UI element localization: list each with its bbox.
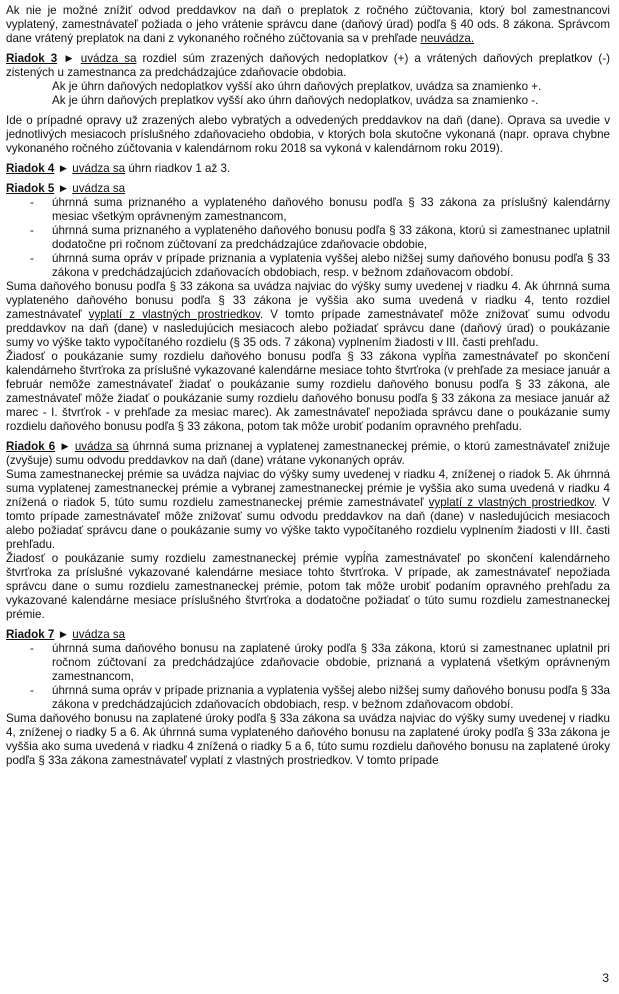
row7-label: Riadok 7 [6, 628, 55, 641]
list-item: - úhrnná suma priznaného a vyplateného daňového bonusu podľa § 33 zákona, ktorú si zamestnanec uplatnil dodatočne pri ročnom zúčtovaní za predchádzajúce zdaňovacie obdobie, [6, 224, 610, 252]
row6-verb: uvádza sa [74, 440, 129, 453]
row5-verb: uvádza sa [72, 182, 126, 195]
row4-verb: uvádza sa [72, 162, 126, 175]
row4-label: Riadok 4 [6, 162, 55, 175]
row5-heading [6, 182, 610, 196]
arrow-right-icon: ► [63, 52, 75, 65]
arrow-right-icon: ► [59, 440, 71, 453]
list-item: - úhrnná suma opráv v prípade priznania a vyplatenia vyššej alebo nižšej sumy daňového bonusu podľa § 33a zákona v predchádzajúcich zdaňovacích obdobiach, resp. v bežnom zdaňovacom období. [6, 684, 610, 712]
row6-label: Riadok 6 [6, 440, 56, 453]
row5-list [6, 196, 610, 280]
intro-paragraph [6, 4, 610, 46]
row3-plus-rule: Ak je úhrn daňových nedoplatkov vyšší ako úhrn daňových preplatkov, uvádza sa znamienko +. [52, 80, 542, 93]
row3-verb: uvádza sa [80, 52, 137, 65]
row6-p1-text-end: . V tomto prípade zamestnávateľ môže znižovať sumu odvodu preddavkov na daň (dane) v nasledujúcich mesiacoch alebo požiadať správcu dane o poukázanie sumy vo výške takto vypočítaného rozdielu vyplnením žiadosti v III. časti prehľadu. [6, 496, 610, 551]
row3-minus-rule: Ak je úhrn daňových preplatkov vyšší ako úhrn daňových nedoplatkov, uvádza sa znamienko -. [52, 94, 539, 107]
row6-heading [6, 440, 610, 468]
row7-paragraph-1: Suma daňového bonusu na zaplatené úroky podľa § 33a zákona sa uvádza najviac do výšky sumy uvedenej v riadku 4, zníženej o riadky 5 a 6. Ak úhrnná suma vyplateného daňového bonusu na zaplatené úroky podľa § 33a zákona je vyššia ako suma uvedená v riadku 4 znížená o riadky 5 a 6, túto sumu rozdielu daňového bonusu na zaplatené úroky podľa § 33a zákona zamestnávateľ vyplatí z vlastných prostriedkov. V tomto prípade [6, 712, 610, 767]
list-item: - úhrnná suma opráv v prípade priznania a vyplatenia vyššej alebo nižšej sumy daňového bonusu podľa § 33 zákona v predchádzajúcich zdaňovacích obdobiach, resp. v bežnom zdaňovacom období. [6, 252, 610, 280]
row5-p1-underlined: vyplatí z vlastných prostriedkov [88, 308, 260, 321]
row5-p1-text: Suma daňového bonusu podľa § 33 zákona sa uvádza najviac do výšky sumy uvedenej v riadku 4. Ak úhrnná suma vyplateného daňového bonusu podľa § 33 zákona je vyššia ako suma uvedená v riadku 4, tento rozdiel zamestnávateľ [6, 280, 610, 321]
corrections-paragraph: Ide o prípadné opravy už zrazených alebo vybratých a odvedených preddavkov na daň (dane). Oprava sa uvedie v jednotlivých mesiacoch príslušného zdaňovacieho obdobia, v ktorých bola skutočne vykonaná (napr. oprava chybne vykonaného ročného zúčtovania v kalendárnom roku 2018 sa vykoná v kalendárnom roku 2019). [6, 114, 610, 155]
row5-p1-text-end: . V tomto prípade zamestnávateľ môže znižovať sumu odvodu preddavkov na daň (dane) v nasledujúcich mesiacoch alebo požiadať správcu dane (daňový úrad) o poukázanie sumy vo výške takto vypočítaného rozdielu (§ 35 ods. 7 zákona) vyplnením žiadosti v III. časti prehľadu. [6, 308, 610, 349]
row4-heading [6, 162, 610, 176]
row6-text: úhrnná suma priznanej a vyplatenej zamestnaneckej prémie, o ktorú zamestnávateľ znižuje (zvyšuje) sumu odvodu preddavkov na daň (dane) vrátane vykonaných opráv. [6, 440, 610, 467]
row4-text: úhrn riadkov 1 až 3. [125, 162, 231, 175]
row7-list [6, 642, 610, 712]
row6-paragraph-2: Žiadosť o poukázanie sumy rozdielu zamestnaneckej prémie vypĺňa zamestnávateľ po skončení kalendárneho štvrťroka za príslušné vykazované kalendárne mesiace tohto štvrťroka. V prípade, ak zamestnávateľ nepožiada správcu dane o sumu rozdielu zamestnaneckej prémie, potom tak môže urobiť podaním opravného prehľadu za vykazované kalendárne mesiace príslušného štvrťroka a dodatočne požiadať o túto sumu rozdielu zamestnaneckej prémie. [6, 552, 610, 621]
list-item: - úhrnná suma priznaného a vyplateného daňového bonusu podľa § 33 zákona za príslušný kalendárny mesiac všetkým oprávneným zamestnancom, [6, 196, 610, 224]
row6-p1-text: Suma zamestnaneckej prémie sa uvádza najviac do výšky sumy uvedenej v riadku 4, zníženej o riadok 5. Ak úhrnná suma vyplatenej zamestnaneckej prémie a vybranej zamestnaneckej prémie je vyššia ako suma uvedená v riadku 4 znížená o riadok 5, túto sumu rozdielu zamestnaneckej prémie zamestnávateľ [6, 468, 610, 509]
row7-verb: uvádza sa [72, 628, 126, 641]
document-page [6, 4, 610, 768]
list-item: - úhrnná suma daňového bonusu na zaplatené úroky podľa § 33a zákona, ktorú si zamestnanec uplatnil pri ročnom zúčtovaní za predchádzajúce zdaňovacie obdobie, priznaná a vyplatená všetkým oprávneným zamestnancom, [6, 642, 610, 684]
intro-emphasis: neuvádza. [420, 32, 475, 45]
arrow-right-icon: ► [57, 182, 70, 195]
page-number: 3 [602, 971, 609, 985]
row3-label: Riadok 3 [6, 52, 58, 65]
row6-p1-underlined: vyplatí z vlastných prostriedkov [428, 496, 594, 509]
row5-paragraph-2: Žiadosť o poukázanie sumy rozdielu daňového bonusu podľa § 33 zákona vypĺňa zamestnávateľ po skončení kalendárneho štvrťroka za príslušné vykazované kalendárne mesiace tohto štvrťroka (v prehľade za mesiace január a február nemôže zamestnávateľ žiadať o poukázanie sumy rozdielu daňového bonusu podľa § 33 zákona, ale zamestnávateľ môže žiadať o poukázanie sumy rozdielu daňového bonusu podľa § 33 zákona za mesiace január až marec - I. štvrťrok - v prehľade za mesiac marec). Ak zamestnávateľ nepožiada správcu dane o poukázanie sumy rozdielu daňového bonusu podľa § 33 zákona, potom tak môže urobiť podaním opravného prehľadu. [6, 350, 610, 433]
arrow-right-icon: ► [57, 628, 70, 641]
row3-heading [6, 52, 610, 80]
row5-label: Riadok 5 [6, 182, 55, 195]
intro-text: Ak nie je možné znížiť odvod preddavkov na daň o preplatok z ročného zúčtovania, ktorý bol zamestnancovi vyplatený, zamestnávateľ požiada o jeho vrátenie správcu dane (daňový úrad) podľa § 40 ods. 8 zákona. Správcom dane vrátený preplatok na dani z vykonaného ročného zúčtovania sa v prehľade [6, 4, 610, 45]
row3-text: rozdiel súm zrazených daňových nedoplatkov (+) a vrátených daňových preplatkov (-) zistených u zamestnanca za predchádzajúce zdaňovacie obdobia. [6, 52, 610, 79]
arrow-right-icon: ► [57, 162, 70, 175]
row5-paragraph-1 [6, 280, 610, 350]
row6-paragraph-1 [6, 468, 610, 552]
row7-heading [6, 628, 610, 642]
